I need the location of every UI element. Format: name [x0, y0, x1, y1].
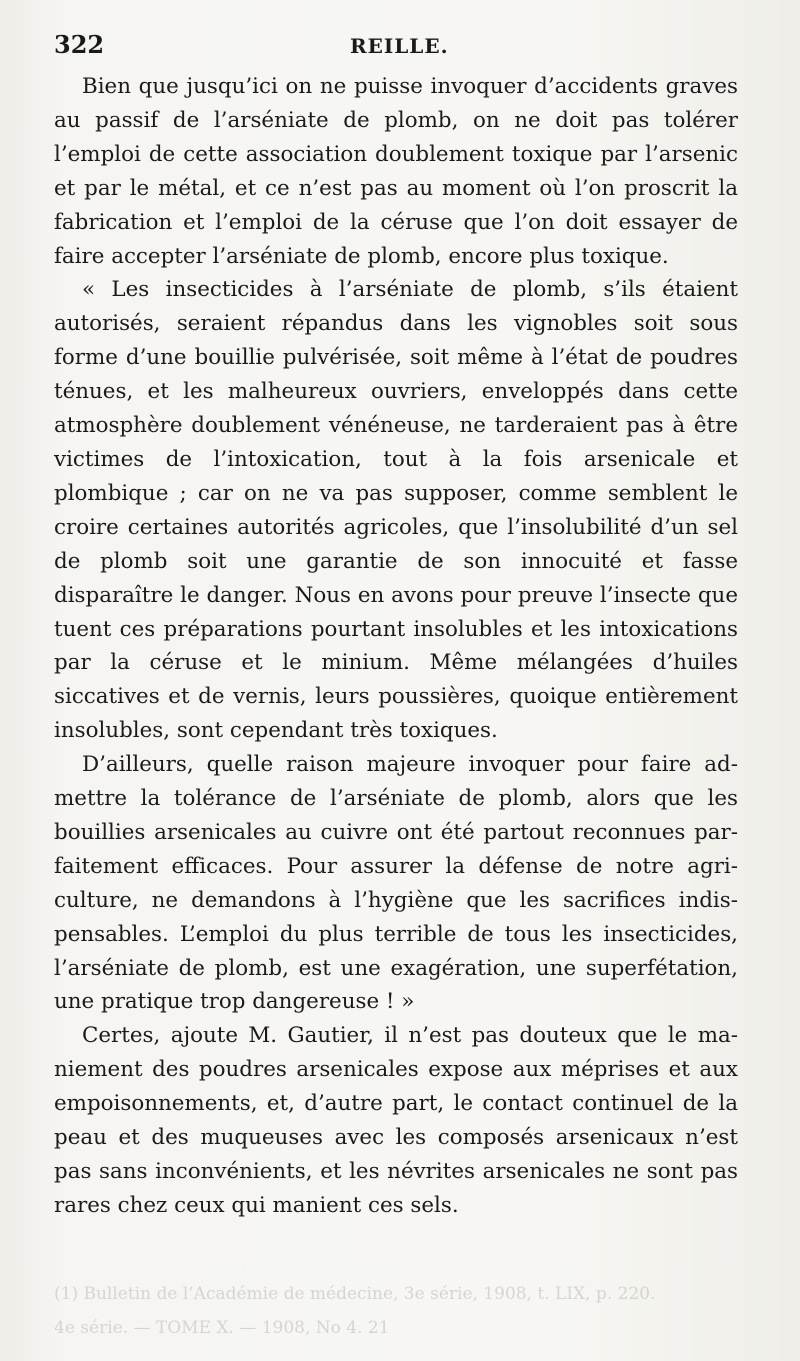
- show-through-footnote: (1) Bulletin de l’Académie de médecine, 3e série, 1908, t. LIX, p. 220.: [54, 1284, 656, 1304]
- running-head: [54, 30, 738, 70]
- paragraph-3-quotation: D’ailleurs, quelle raison majeure invoquer pour faire admettre la tolérance de l’arséniate de plomb, alors que les bouillies arsenicales au cuivre ont été partout reconnues parfaitement efficaces. Pour assurer la défense de notre agriculture, ne demandons à l’hygiène que les sacrifices indispensables. L’emploi du plus terrible de tous les insecticides, l’arséniate de plomb, est une exagération, une superfétation, une pratique trop dangereuse ! »: [54, 752, 738, 1015]
- running-title: REILLE.: [350, 34, 449, 58]
- show-through-signature: 4e série. — TOME X. — 1908, No 4. 21: [54, 1318, 390, 1338]
- paragraph-1: Bien que jusqu’ici on ne puisse invoquer d’accidents graves au passif de l’arséniate de plomb, on ne doit pas tolérer l’emploi de cette association doublement toxique par l’arsenic et par le métal, et ce n’est pas au moment où l’on proscrit la fabrication et l’emploi de la céruse que l’on doit essayer de faire accepter l’arséniate de plomb, encore plus toxique.: [54, 74, 738, 269]
- paragraph-2-quotation: « Les insecticides à l’arséniate de plomb, s’ils étaient autorisés, seraient répandus dans les vignobles soit sous forme d’une bouillie pulvérisée, soit même à l’état de poudres ténues, et les malheureux ouvriers, enveloppés dans cette atmosphère doublement vénéneuse, ne tarderaient pas à être victimes de l’intoxication, tout à la fois arsenicale et plombique ; car on ne va pas supposer, comme semblent le croire certaines autorités agricoles, que l’insolubilité d’un sel de plomb soit une garantie de son innocuité et fasse disparaître le danger. Nous en avons pour preuve l’insecte que tuent ces préparations pourtant insolubles et les intoxications par la céruse et le minium. Même mélangées d’huiles siccatives et de vernis, leurs poussières, quoique entièrement insolubles, sont cependant très toxiques.: [54, 277, 738, 744]
- page-number: 322: [54, 30, 105, 59]
- body-text: [54, 70, 738, 1223]
- paragraph-4: Certes, ajoute M. Gautier, il n’est pas douteux que le maniement des poudres arsenicales expose aux méprises et aux empoisonnements, et, d’autre part, le contact continuel de la peau et des muqueuses avec les composés arsenicaux n’est pas sans inconvénients, et les névrites arsenicales ne sont pas rares chez ceux qui manient ces sels.: [54, 1023, 738, 1218]
